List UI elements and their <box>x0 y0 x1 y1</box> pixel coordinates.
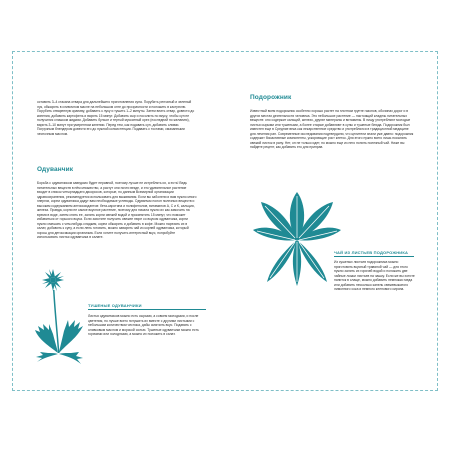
tea-heading-rule <box>334 256 414 257</box>
plantain-heading: Подорожник <box>250 94 292 101</box>
tea-heading: ЧАЙ ИЗ ЛИСТЬЕВ ПОДОРОЖНИКА <box>334 250 409 255</box>
dandelion-illustration-icon <box>31 258 89 368</box>
stewed-paragraph: Листья одуванчиков можно есть сырыми, а совсем молодыми, и после цветения, но лучше всего потушить их вместе с другими листьями с небольшим количеством чеснока, дабы смягчить вкус. Подавать с оливковым маслом и морской солью. Тушеные одуванчики можно есть горячими или холодными, а можно их положить в салат. <box>88 314 199 336</box>
stewed-heading-rule <box>88 309 206 310</box>
intro-text: оставить 3–4 стакана отвара для дальнейшего приготовления супа. Порубить репчатый и зеленый лук, обжарить в сливочном масле на небольшом огне до прозрачности и положить в кастрюлю. Порубить отваренную крапиву, добавить к луку и тушить 1–2 минуты. Затем влить отвар, довести до кипения, добавить картофель и варить 15 минут. Добавить сыр и посолить по вкусу, чтобы суп не получился слишком жидким. Добавить бульон и тертый мускатный орех (последний по желанию), варить 3–10 минут при умеренном кипении. Перед тем, как подавать суп, добавить сливки. Погрузным блендером довести его до нужной консистенции. Подавать с тостами, смазанными чесночным маслом. <box>37 100 195 136</box>
tea-text <box>334 260 416 320</box>
stewed-dandelions-heading: ТУШЕНЫЕ ОДУВАНЧИКИ <box>88 303 142 308</box>
dandelion-heading: Одуванчик <box>37 166 74 173</box>
plantain-text <box>250 109 415 196</box>
plantain-illustration-icon <box>252 186 342 290</box>
tea-paragraph: Из сушеных листьев подорожника можно приготовить вкусный травяной чай — для этого нужно залить их горячей водой и положить две чайные ложки листьев на чашку. Если же вы хотите напиток в слаще, можно добавить немножко меда или добавить несколько капель свежевыжатого лимонного сока и немного кленового сиропа. <box>334 260 415 291</box>
dandelion-paragraph: Борьба с одуванчиком заведомо будет неравной, поэтому лучше не истреблять их, а есть! Ведь питательных веществ в нём множество, а растут они почти везде, и это удивительное растение входит в список четырнадцати дикоросов, которые, по данным Всемирной организации здравоохранения, рекомендуется использовать для выживания. Если вы заболели и вам нужно много энергии, корни одуванчика дадут вам необходимые углеводы. Одуванчик полон полезных веществ и высоким содержанием антиоксидантов: бета-каротина и полифенолов, витаминов A, C и K, кальция, железа. Правда, корни не самое вкусное растение, поэтому для начала нужно их как замочить на время в воде, затем снять ее, залить корни свежей водой и прокипятить 15 минут, что поможет избавиться от горького вкуса. Если захотите получить свежее пюре со вкусом одуванчика, корни нужно смешать с чем-нибудь сладким, корни обжарить и добавить в кофе. Можно нарезать их в салат, добавить к супу, а если лень готовить, можно заварить чай из корней одуванчика, который хорош для детоксикации организма. Если хотите получить интересный вкус, попробуйте использовать листья одуванчика в салате. <box>37 181 197 239</box>
stewed-dandelions-text <box>88 314 206 366</box>
plantain-paragraph: Известный всем подорожник особенно хорошо растет на плотном грунте газонов, обочинах дорог и в других местах деятельности человека. Это небольшое растение — настоящий кладезь питательных веществ: оно содержит кальций, железо, другие минералы и витамины. В пищу употребляют молодые листья сырыми или тушеными, а более старые добавляют в супы и тушеные блюда. Подорожник был известен еще в Средние века как лекарственное средство и употреблялся в традиционной медицине для лечения ран. Современные исследования подтвердили, что целители знали уже давно: подорожник содержит биоактивные компоненты, ускоряющие рост клеток. Для этого нужно всего лишь посыпать свежий листок в рану. Нет, он не только идет, но можно еще из него попить полезный чай. Ниже вы найдете рецепт, как добавить его для приправ. <box>250 109 414 149</box>
soup-recipe-continuation <box>37 100 197 158</box>
